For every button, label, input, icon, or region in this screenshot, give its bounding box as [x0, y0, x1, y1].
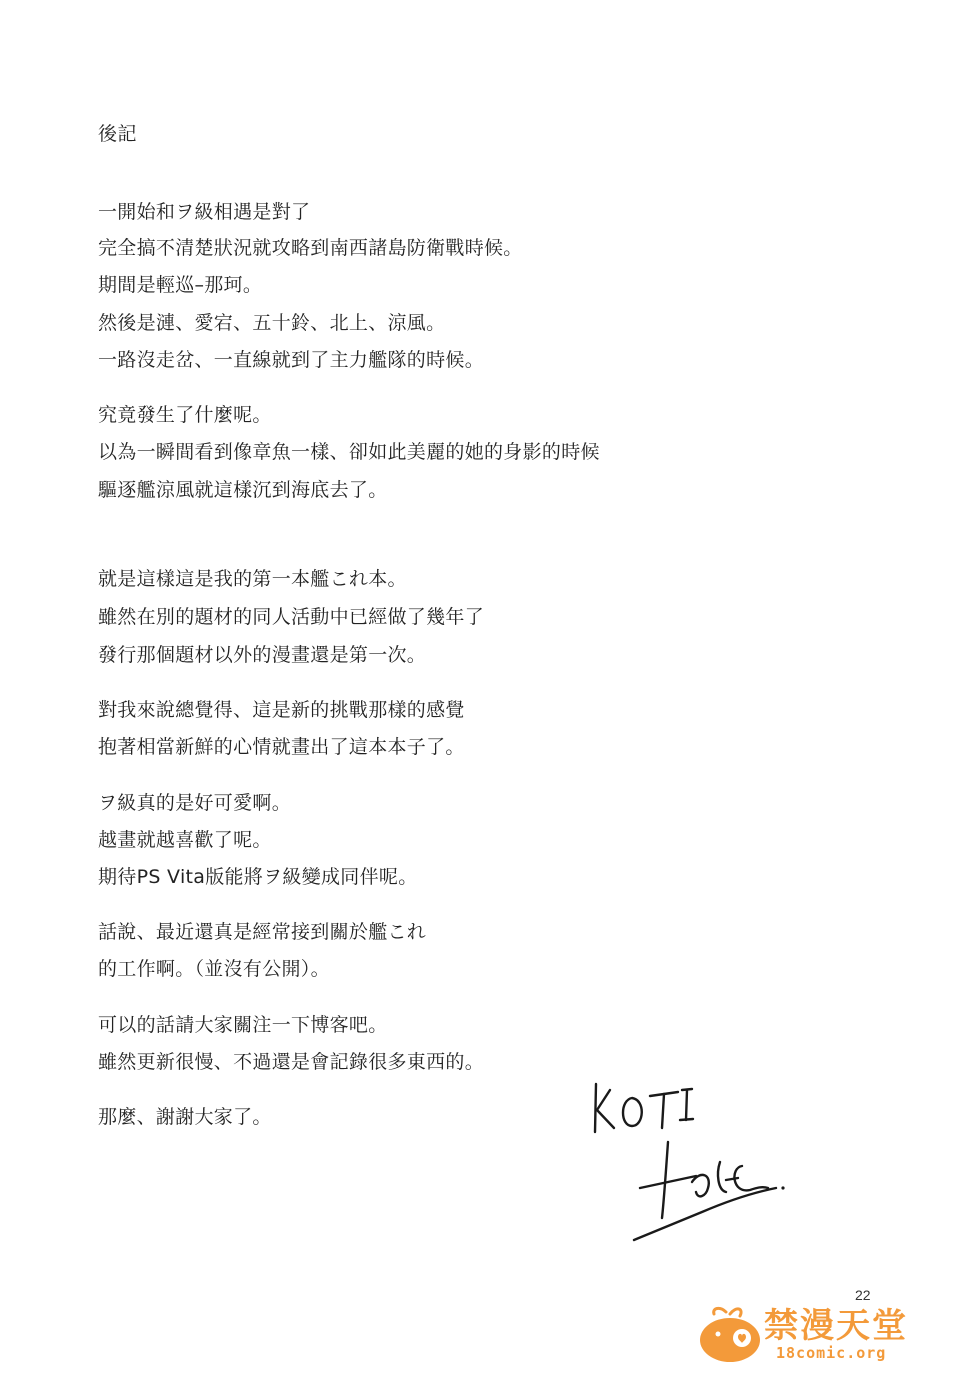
- text-line: 就是這樣這是我的第一本艦これ本。: [98, 568, 407, 590]
- text-line: 雖然在別的題材的同人活動中已經做了幾年了: [98, 606, 485, 628]
- text-line: 一開始和ヲ級相遇是對了: [98, 201, 311, 223]
- text-line: 對我來說總覺得、這是新的挑戰那樣的感覺: [98, 699, 465, 721]
- text-line: 究竟發生了什麼呢。: [98, 404, 272, 426]
- text-line: 驅逐艦涼風就這樣沉到海底去了。: [98, 479, 388, 501]
- watermark-name: 禁漫天堂: [764, 1306, 908, 1346]
- text-line: 然後是漣、愛宕、五十鈴、北上、涼風。: [98, 312, 446, 334]
- mascot-logo-icon: [696, 1304, 764, 1364]
- text-line: 完全搞不清楚狀況就攻略到南西諸島防衛戰時候。: [98, 237, 523, 259]
- text-line: 雖然更新很慢、不過還是會記錄很多東西的。: [98, 1051, 485, 1073]
- text-line: 以為一瞬間看到像章魚一樣、卻如此美麗的她的身影的時候: [98, 441, 600, 463]
- text-line: 可以的話請大家關注一下博客吧。: [98, 1014, 388, 1036]
- text-line: 期間是輕巡–那珂。: [98, 274, 263, 296]
- watermark-url: 18comic.org: [776, 1344, 887, 1362]
- text-line: 一路沒走岔、一直線就到了主力艦隊的時候。: [98, 349, 485, 371]
- text-line: 話說、最近還真是經常接到關於艦これ: [98, 921, 427, 943]
- page-number: 22: [855, 1287, 871, 1303]
- text-line: 抱著相當新鮮的心情就畫出了這本本子了。: [98, 736, 465, 758]
- handwritten-signature: [580, 1070, 800, 1260]
- text-line: 那麼、謝謝大家了。: [98, 1106, 272, 1128]
- page-title: 後記: [98, 123, 138, 145]
- text-line: 的工作啊。（並沒有公開）。: [98, 958, 330, 980]
- text-line: 越畫就越喜歡了呢。: [98, 829, 272, 851]
- site-watermark: [696, 1296, 926, 1368]
- text-line: ヲ級真的是好可愛啊。: [98, 792, 292, 814]
- text-line: 期待PS Vita版能將ヲ級變成同伴呢。: [98, 866, 418, 888]
- text-line: 發行那個題材以外的漫畫還是第一次。: [98, 644, 427, 666]
